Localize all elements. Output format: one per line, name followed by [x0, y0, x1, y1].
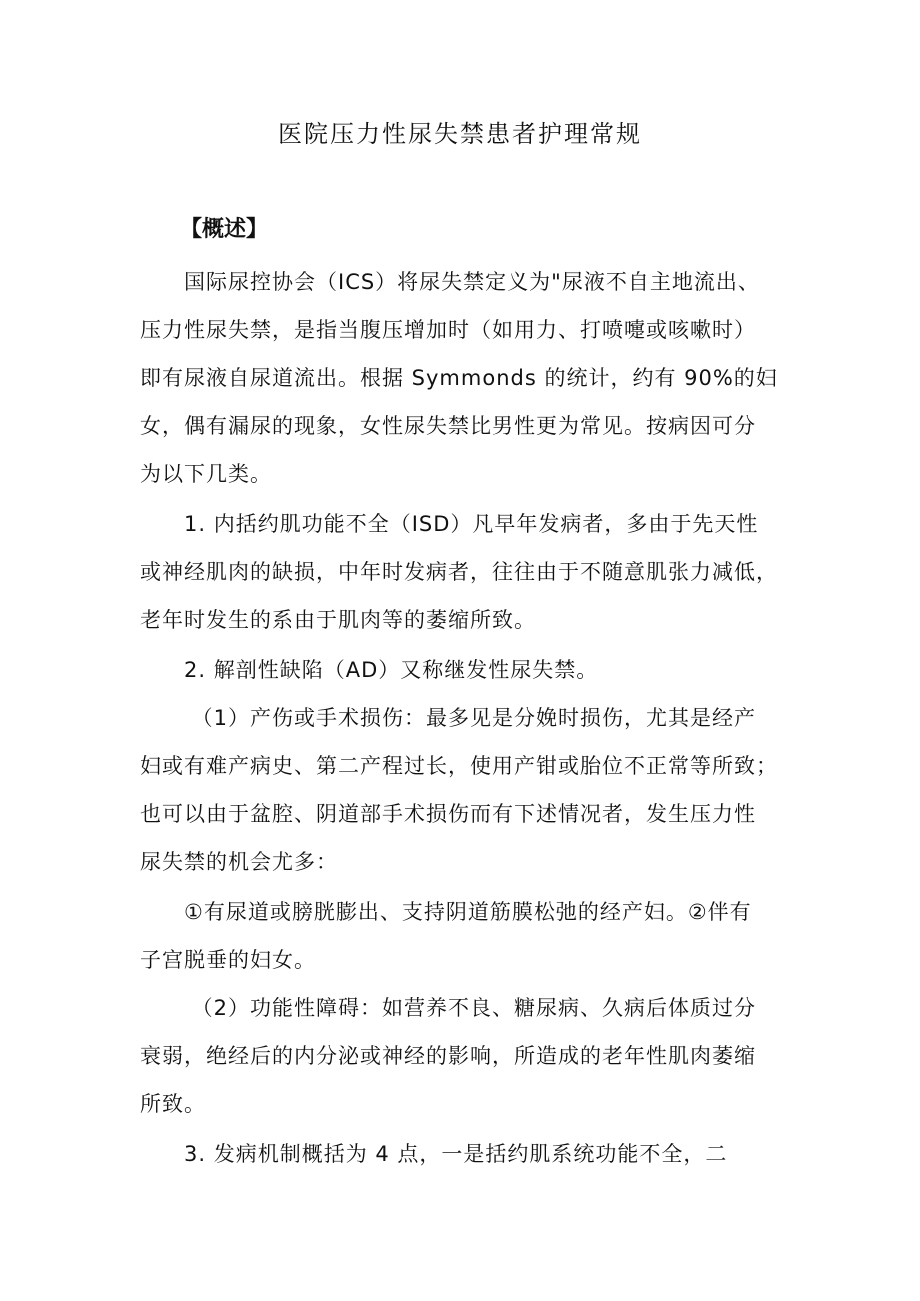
- paragraph-line: 1. 内括约肌功能不全（ISD）凡早年发病者，多由于先天性: [140, 512, 759, 536]
- paragraph-line: 3. 发病机制概括为 4 点，一是括约肌系统功能不全，二: [140, 1142, 728, 1166]
- paragraph-line: 所致。: [140, 1092, 206, 1116]
- section-heading: 【概述】: [180, 217, 269, 242]
- paragraph-line: 2. 解剖性缺陷（AD）又称继发性尿失禁。: [140, 658, 599, 682]
- paragraph-line: 即有尿液自尿道流出。根据 Symmonds 的统计，约有 90%的妇: [140, 366, 778, 390]
- paragraph-line: （1）产伤或手术损伤：最多见是分娩时损伤，尤其是经产: [140, 706, 757, 730]
- page-title: 医院压力性尿失禁患者护理常规: [278, 120, 642, 148]
- paragraph-line: 或神经肌肉的缺损，中年时发病者，往往由于不随意肌张力减低，: [140, 560, 778, 584]
- paragraph-line: 老年时发生的系由于肌肉等的萎缩所致。: [140, 608, 536, 632]
- paragraph-line: 也可以由于盆腔、阴道部手术损伤而有下述情况者，发生压力性: [140, 802, 756, 826]
- paragraph-line: 国际尿控协会（ICS）将尿失禁定义为"尿液不自主地流出、: [140, 270, 760, 294]
- paragraph-line: 为以下几类。: [140, 462, 272, 486]
- paragraph-line: 妇或有难产病史、第二产程过长，使用产钳或胎位不正常等所致；: [140, 754, 778, 778]
- paragraph-line: 衰弱，绝经后的内分泌或神经的影响，所造成的老年性肌肉萎缩: [140, 1044, 756, 1068]
- paragraph-line: 子宫脱垂的妇女。: [140, 948, 316, 972]
- paragraph-line: （2）功能性障碍：如营养不良、糖尿病、久病后体质过分: [140, 996, 757, 1020]
- paragraph-line: ①有尿道或膀胱膨出、支持阴道筋膜松弛的经产妇。②伴有: [140, 900, 752, 924]
- paragraph-line: 女，偶有漏尿的现象，女性尿失禁比男性更为常见。按病因可分: [140, 414, 756, 438]
- paragraph-line: 压力性尿失禁，是指当腹压增加时（如用力、打喷嚏或咳嗽时）: [140, 318, 756, 342]
- paragraph-line: 尿失禁的机会尤多：: [140, 850, 338, 874]
